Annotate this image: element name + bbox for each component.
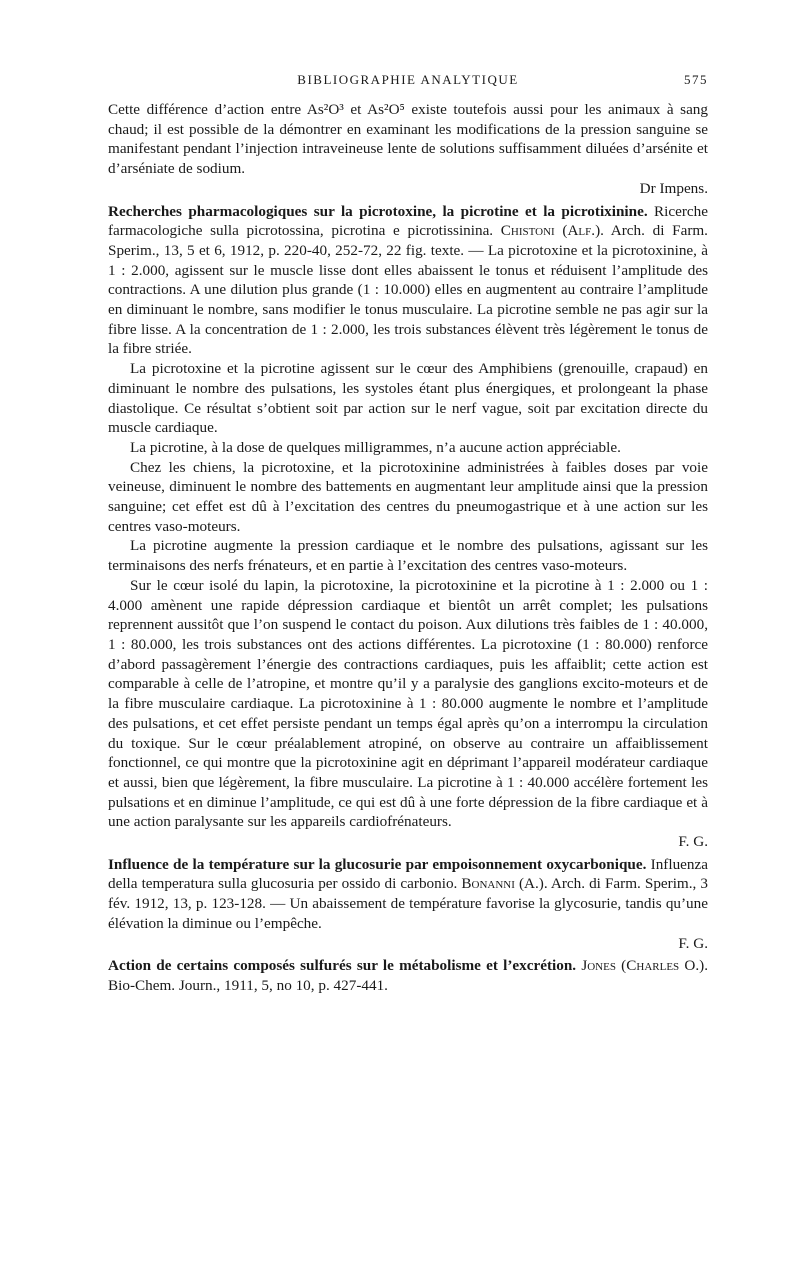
signature: F. G. — [678, 934, 708, 952]
entry-title: Action de certains composés sulfurés sur le métabolisme et l’excrétion. — [108, 957, 577, 975]
running-title: BIBLIOGRAPHIE ANALYTIQUE — [297, 72, 519, 87]
page-body — [108, 100, 708, 996]
reference-details: Arch. di Farm. Sperim., 3 fév. 1912, 13, p. 123-128. — Un abaissement de température favorise la glycosurie, tandis qu’une élévation la diminue ou l’empêche. — [108, 875, 708, 932]
author-name: Chistoni (Alf.). — [500, 222, 604, 240]
signature: Dr Impens. — [639, 179, 708, 197]
reference-details: Arch. di Farm. Sperim., 13, 5 et 6, 1912, p. 220-40, 252-72, 22 fig. texte. — La picrotoxine et la picrotoxinine, à 1 : 2.000, agissent sur le muscle lisse dont elles abaissent le tonus et réduisent l’amplitude des contractions. A une dilution plus grande (1 : 10.000) elles en augmentent au contraire l’amplitude en diminuant le nombre, sans modifier le tonus musculaire. La picrotine semble ne pas agir sur la fibre lisse. A la concentration de 1 : 2.000, les trois substances élèvent très légèrement le tonus de la fibre striée. — [108, 222, 708, 358]
entry-lead-paragraph — [108, 855, 708, 934]
entry-title: Influence de la température sur la glucosurie par empoisonnement oxycarbonique. — [108, 855, 647, 873]
entry-title: Recherches pharmacologiques sur la picrotoxine, la picrotine et la picrotixinine. — [108, 202, 648, 220]
reference-text: Influenza della temperatura sulla glucosuria per ossido di carbonio. — [108, 855, 708, 893]
paragraph: Sur le cœur isolé du lapin, la picrotoxine, la picrotoxinine et la picrotine à 1 : 2.000 ou 1 : 4.000 amènent une rapide dépression cardiaque et bientôt un arrêt complet; les pulsations reprennent aussitôt que l’on suspend le contact du poison. Aux dilutions très faibles de 1 : 40.000, 1 : 80.000, les trois substances ont des actions différentes. La picrotoxine (1 : 80.000) renforce d’abord passagèrement l’énergie des contractions cardiaques, puis les affaiblit; cette action est comparable à celle de l’atropine, et montre qu’il y a paralysie des ganglions excito-moteurs et de la fibre musculaire cardiaque. La picrotoxinine à 1 : 80.000 augmente le nombre et l’amplitude des pulsations, et cet effet persiste pendant un temps égal après qu’on a interrompu la circulation du toxique. Sur le cœur préalablement atropiné, on observe au contraire un affaiblissement fonctionnel, ce qui montre que la picrotoxinine agit en déprimant l’appareil modérateur cardiaque et aussi, bien que légèrement, la fibre musculaire. La picrotine à 1 : 40.000 accélère fortement les pulsations et en diminue l’amplitude, ce qui est dû à une forte dépression de la fibre cardiaque et à une action paralysante sur les appareils cardiofrénateurs. — [108, 576, 708, 831]
entry-continuation — [108, 100, 708, 199]
paragraph: Chez les chiens, la picrotoxine, et la picrotoxinine administrées à faibles doses par voie veineuse, diminuent le nombre des battements en augmentant leur amplitude ainsi que la pression sanguine; cet effet est dû à l’excitation des centres du pneumogastrique et à une action sur les centres vaso-moteurs. — [108, 458, 708, 535]
author-name: Bonanni (A.). — [461, 875, 548, 893]
paragraph: Cette différence d’action entre As²O³ et As²O⁵ existe toutefois aussi pour les animaux à sang chaud; il est possible de la démontrer en examinant les modifications de la pression sanguine se manifestant pendant l’injection intraveineuse lente de solutions suffisamment diluées d’arsénite et d’arséniate de sodium. — [108, 101, 708, 178]
entry-glucosurie — [108, 855, 708, 954]
entry-picrotoxine — [108, 202, 708, 852]
entry-composes-sulfures — [108, 956, 708, 995]
page-header — [108, 72, 708, 92]
entry-lead-paragraph — [108, 202, 708, 360]
page-number: 575 — [684, 72, 708, 87]
reference-details: Bio-Chem. Journ., 1911, 5, no 10, p. 427-441. — [108, 976, 388, 994]
paragraph: La picrotine augmente la pression cardiaque et le nombre des pulsations, agissant sur les terminaisons des nerfs frénateurs, et en partie à l’excitation des centres vaso-moteurs. — [108, 537, 708, 575]
paragraph: La picrotine, à la dose de quelques milligrammes, n’a aucune action appréciable. — [130, 438, 621, 456]
signature: F. G. — [678, 833, 708, 851]
paragraph: La picrotoxine et la picrotine agissent sur le cœur des Amphibiens (grenouille, crapaud) en diminuant le nombre des pulsations, les systoles étant plus énergiques, et prolongeant la phase diastolique. Ce résultat s’obtient soit par action sur le nerf vague, soit par excitation directe du muscle cardiaque. — [108, 360, 708, 437]
entry-lead-paragraph — [108, 956, 708, 995]
reference-text: Ricerche farmacologiche sulla picrotossina, picrotina e picrotissinina. — [108, 202, 708, 240]
author-name: Jones (Charles O.). — [581, 957, 708, 975]
